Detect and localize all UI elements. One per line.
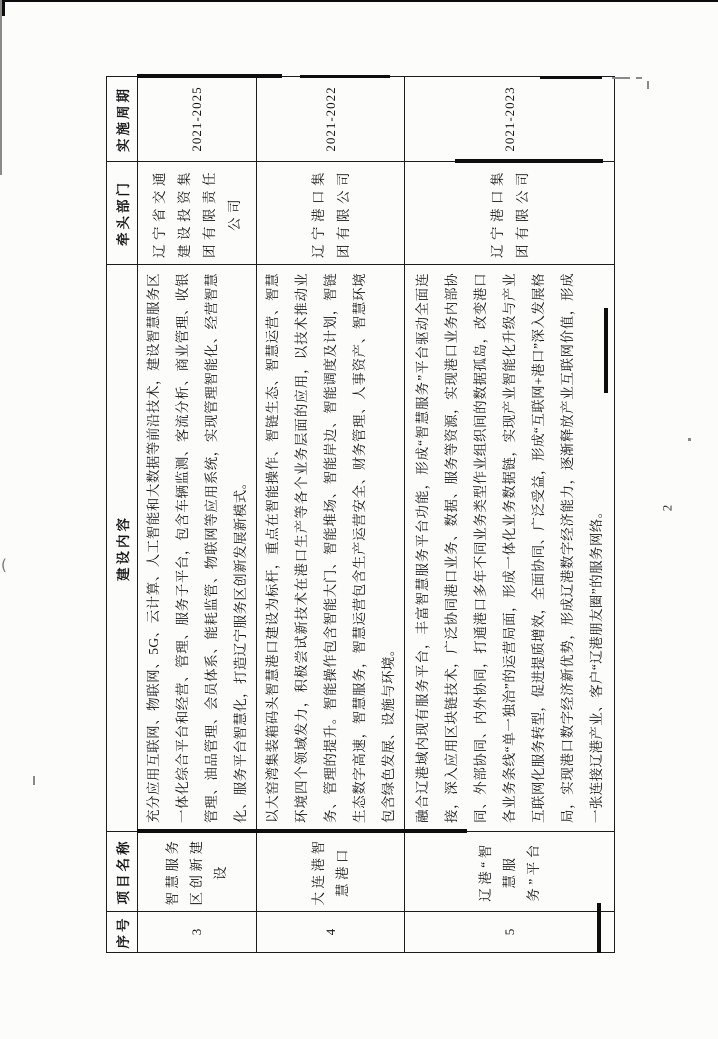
cell-index: 4 xyxy=(257,912,405,953)
scan-artifact xyxy=(636,77,642,79)
cell-department: 辽宁港口集团有限公司 xyxy=(405,162,615,265)
scan-artifact xyxy=(647,81,649,89)
cell-department: 辽宁省交通建设投资集团有限责任公司 xyxy=(138,162,257,265)
col-header-project-name: 项目名称 xyxy=(107,832,138,912)
scan-artifact xyxy=(137,74,282,78)
scan-artifact: ( xyxy=(1,556,7,574)
cell-content: 充分应用互联网、物联网、5G、云计算、人工智能和大数据等前沿技术，建设智慧服务区一体化综合平台和经营、管理、服务子平台，包含车辆监测、客流分析、商业管理、收银管理、油品管理、会员体系、能耗监管、物联网等应用系统，实现管理智能化、经营智慧化、服务平台智慧化，打造辽宁服务区创新发展新模式。 xyxy=(138,265,257,832)
table-row-5 xyxy=(405,77,615,953)
col-header-index: 序号 xyxy=(107,912,138,953)
scan-artifact xyxy=(137,829,467,833)
cell-period: 2021-2022 xyxy=(257,77,405,162)
scan-artifact xyxy=(0,0,718,2)
scan-artifact xyxy=(604,308,608,393)
scan-artifact xyxy=(540,76,602,79)
table-header-row xyxy=(107,77,138,953)
cell-project-name: 大连港智慧港口 xyxy=(257,832,405,912)
cell-index: 3 xyxy=(138,912,257,953)
scan-artifact xyxy=(455,159,603,163)
col-header-period: 实施周期 xyxy=(107,77,138,162)
table-row-3 xyxy=(138,77,257,953)
cell-period: 2021-2025 xyxy=(138,77,257,162)
rotated-table-container xyxy=(106,77,608,953)
scan-artifact xyxy=(33,776,35,785)
col-header-department: 牵头部门 xyxy=(107,162,138,265)
cell-period: 2021-2023 xyxy=(405,77,615,162)
cell-department: 辽宁港口集团有限公司 xyxy=(257,162,405,265)
scan-artifact xyxy=(300,75,390,78)
col-header-content: 建设内容 xyxy=(107,265,138,832)
page-number: 2 xyxy=(659,504,675,512)
project-table xyxy=(106,76,615,953)
scan-artifact xyxy=(0,0,2,175)
scan-artifact xyxy=(597,903,601,953)
cell-content: 以大窑湾集装箱码头智慧港口建设为标杆，重点在智能操作、智链生态、智慧运营、智慧环境四个领域发力，积极尝试新技术在港口生产等各个业务层面的应用，以技术推动业务、管理的提升。智能操作包含智能大门、智能堆场、智能岸边、智能调度及计划，智链生态数字高速，智慧服务，智慧运营包含生产运营安全、财务管理、人事资产、智慧环境包含绿色发展、设施与环境。 xyxy=(257,265,405,832)
cell-content: 融合辽港域内现有服务平台，丰富智慧服务平台功能，形成“智慧服务”平台驱动全面连接，深入应用区块链技术，广泛协同港口业务、数据、服务等资源，实现港口业务内部协同、外部协同、内外协同，打通港口多年不同业务类型作业组织间的数据孤岛，改变港口各业务条线“单一独治”的运营局面，形成一体化业务数据链，实现产业智能化升级与产业互联网化服务转型，促进提质增效，全面协同、广泛受益，形成“互联网+港口”深入发展格局，实现港口数字经济新优势，形成辽港数字经济能力，逐渐释放产业互联网价值，形成一张连接辽港产业、客户“辽港朋友圈”的服务网络。 xyxy=(405,265,615,832)
scan-artifact xyxy=(688,438,691,441)
scan-artifact xyxy=(612,77,630,79)
cell-index: 5 xyxy=(405,912,615,953)
table-row-4 xyxy=(257,77,405,953)
cell-project-name: 辽港“智慧服务”平台 xyxy=(405,832,615,912)
cell-project-name: 智慧服务区创新建设 xyxy=(138,832,257,912)
